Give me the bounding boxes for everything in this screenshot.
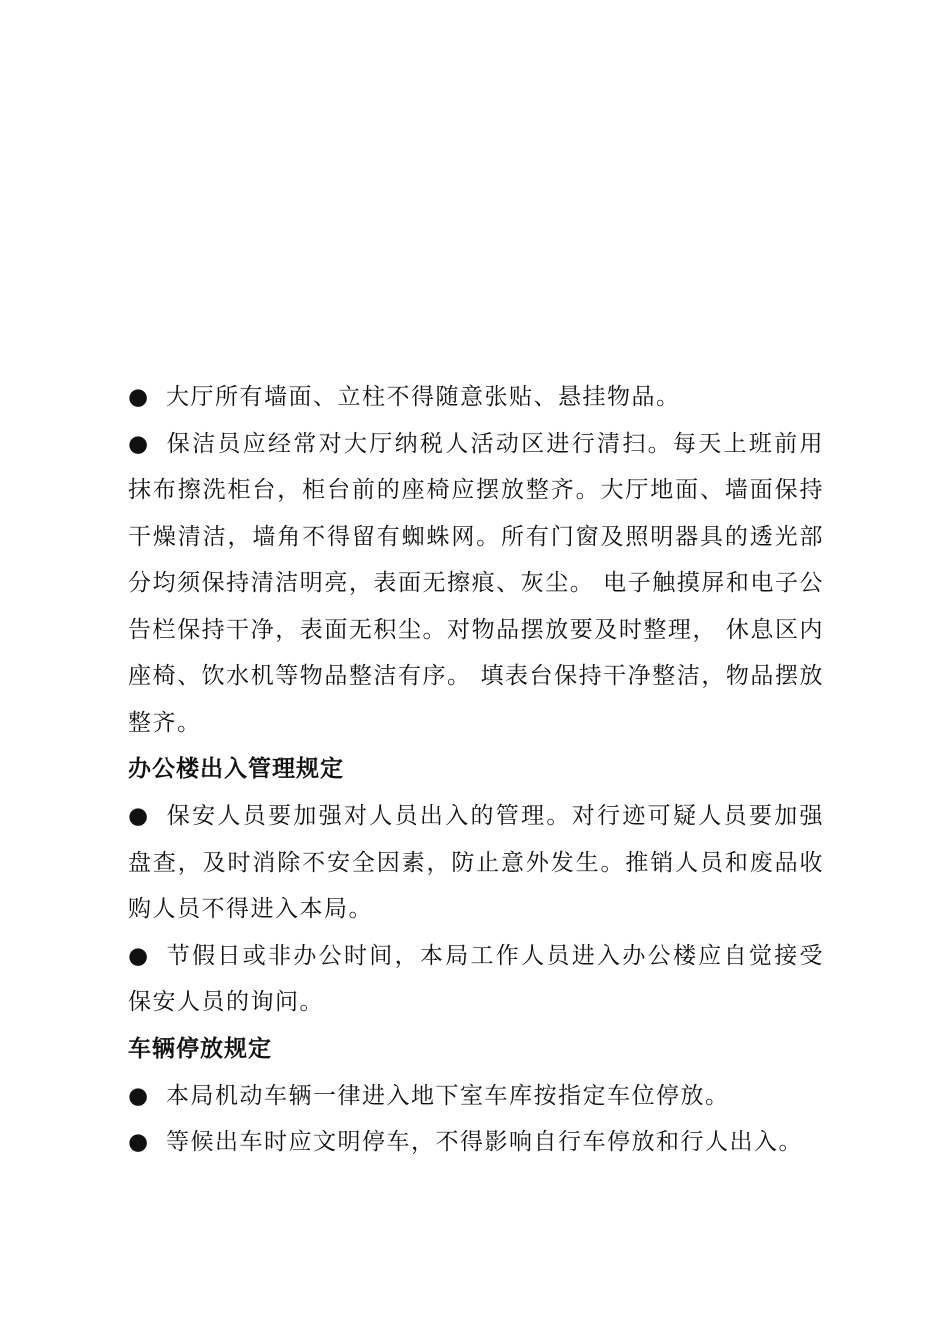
paragraph-text: 本局机动车辆一律进入地下室车库按指定车位停放。 xyxy=(166,1082,730,1109)
bullet-paragraph-security-staff xyxy=(128,793,824,933)
paragraph-text: 大厅所有墙面、立柱不得随意张贴、悬挂物品。 xyxy=(166,384,681,410)
paragraph-text: 等候出车时应文明停车，不得影响自行车停放和行人出入。 xyxy=(166,1129,803,1155)
bullet-paragraph-garage-parking xyxy=(128,1073,824,1120)
bullet-paragraph-wall-posting xyxy=(128,374,824,421)
bullet-icon: ● xyxy=(128,942,150,969)
bullet-icon: ● xyxy=(128,1129,150,1155)
section-heading-vehicle-parking: 车辆停放规定 xyxy=(128,1035,272,1062)
paragraph-text: 保安人员要加强对人员出入的管理。对行迹可疑人员要加强盘查，及时消除不安全因素，防止意外发生。推销人员和废品收购人员不得进入本局。 xyxy=(128,803,824,922)
bullet-icon: ● xyxy=(128,384,150,410)
paragraph-text: 保洁员应经常对大厅纳税人活动区进行清扫。每天上班前用抹布擦洗柜台，柜台前的座椅应摆放整齐。大厅地面、墙面保持干燥清洁，墙角不得留有蜘蛛网。所有门窗及照明器具的透光部分均须保持清洁明亮，表面无擦痕、灰尘。 电子触摸屏和电子公告栏保持干净，表面无积尘。对物品摆放要及时整理， 休息区内座椅、饮水机等物品整洁有序。 填表台保持干净整洁，物品摆放整齐。 xyxy=(128,430,824,736)
document-body xyxy=(128,374,824,1166)
bullet-icon: ● xyxy=(128,1082,150,1109)
bullet-icon: ● xyxy=(128,803,150,829)
bullet-icon: ● xyxy=(128,430,150,457)
bullet-paragraph-cleaning xyxy=(128,421,824,747)
paragraph-text: 节假日或非办公时间，本局工作人员进入办公楼应自觉接受保安人员的询问。 xyxy=(128,942,824,1015)
section-heading-building-access: 办公楼出入管理规定 xyxy=(128,756,344,782)
bullet-paragraph-waiting-parking xyxy=(128,1119,824,1166)
bullet-paragraph-holiday-access xyxy=(128,933,824,1026)
